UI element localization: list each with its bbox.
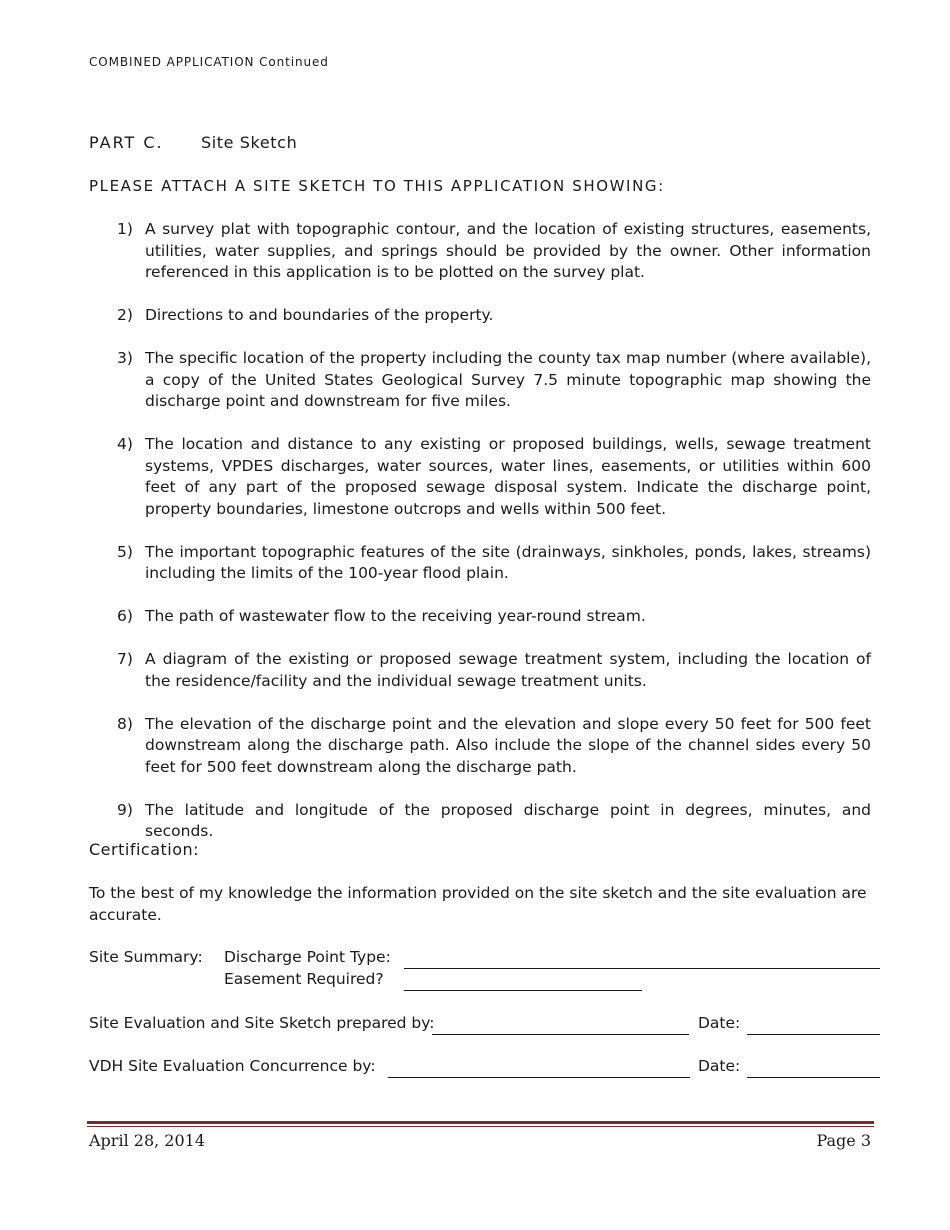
list-item-text: Directions to and boundaries of the property. [145,306,494,324]
list-item-text: The location and distance to any existing or proposed buildings, wells, sewage treatment systems, VPDES discharges, water sources, water lines, easements, or utilities within 600 feet of any part of the proposed sewage disposal system. Indicate the discharge point, property boundaries, limestone outcrops and wells within 500 feet. [145,435,871,518]
list-item-number: 2) [117,306,133,324]
list-item-text: The latitude and longitude of the proposed discharge point in degrees, minutes, and seconds. [145,800,871,840]
part-name: Site Sketch [201,133,298,152]
footer-date: April 28, 2014 [89,1131,206,1150]
list-item-text: The important topographic features of the site (drainways, sinkholes, ponds, lakes, streams) including the limits of the 100-year flood plain. [145,542,871,582]
discharge-point-type-field[interactable] [404,968,880,969]
concurrence-label: VDH Site Evaluation Concurrence by: [89,1057,376,1075]
list-item-number: 1) [117,220,133,238]
concurrence-signature-field[interactable] [388,1077,690,1078]
list-item [89,434,871,520]
certification-text: To the best of my knowledge the information provided on the site sketch and the site evaluation are accurate. [89,884,867,924]
list-item [89,305,871,327]
list-item-number: 3) [117,349,133,367]
list-item [89,219,871,284]
list-item-number: 8) [117,714,133,733]
easement-required-field[interactable] [404,990,642,991]
list-item [89,800,871,843]
list-item-text: The specific location of the property including the county tax map number (where available), a copy of the United States Geological Survey 7.5 minute topographic map showing the discharge point and downstream for five miles. [145,349,871,410]
list-item-text: A survey plat with topographic contour, and the location of existing structures, easements, utilities, water supplies, and springs should be provided by the owner. Other information referenced in this application is to be plotted on the survey plat. [145,220,871,281]
list-item [89,348,871,413]
prepared-by-label: Site Evaluation and Site Sketch prepared by: [89,1014,435,1032]
prepared-by-signature-field[interactable] [432,1034,689,1035]
list-item-number: 7) [117,650,133,668]
part-label: PART C. [89,133,164,152]
list-item [89,542,871,585]
prepared-date-field[interactable] [747,1034,880,1035]
list-item [89,714,871,779]
list-item-text: A diagram of the existing or proposed sewage treatment system, including the location of the residence/facility and the individual sewage treatment units. [145,650,871,690]
list-item-number: 6) [117,607,133,625]
list-item-text: The elevation of the discharge point and the elevation and slope every 50 feet for 500 feet downstream along the discharge path. Also include the slope of the channel sides every 50 feet for 500 feet downstream along the discharge path. [145,714,871,776]
list-item-text: The path of wastewater flow to the receiving year-round stream. [145,607,646,625]
list-item-number: 4) [117,435,133,453]
concurrence-date-field[interactable] [747,1077,880,1078]
list-item [89,606,871,628]
list-item-number: 9) [117,800,133,819]
footer-divider [87,1121,874,1124]
list-item [89,649,871,692]
discharge-point-type-label: Discharge Point Type: [224,948,391,966]
concurrence-date-label: Date: [698,1057,741,1075]
prepared-date-label: Date: [698,1014,741,1032]
part-title [89,133,297,152]
site-summary-label: Site Summary: [89,948,203,966]
requirements-list [89,219,871,864]
list-item-number: 5) [117,542,133,561]
easement-required-label: Easement Required? [224,970,384,988]
footer-page-number: Page 3 [816,1131,871,1150]
attach-heading: PLEASE ATTACH A SITE SKETCH TO THIS APPLICATION SHOWING: [89,177,665,195]
certification-heading: Certification: [89,840,200,859]
running-header: COMBINED APPLICATION Continued [89,55,329,69]
footer-divider-thin [87,1126,874,1127]
